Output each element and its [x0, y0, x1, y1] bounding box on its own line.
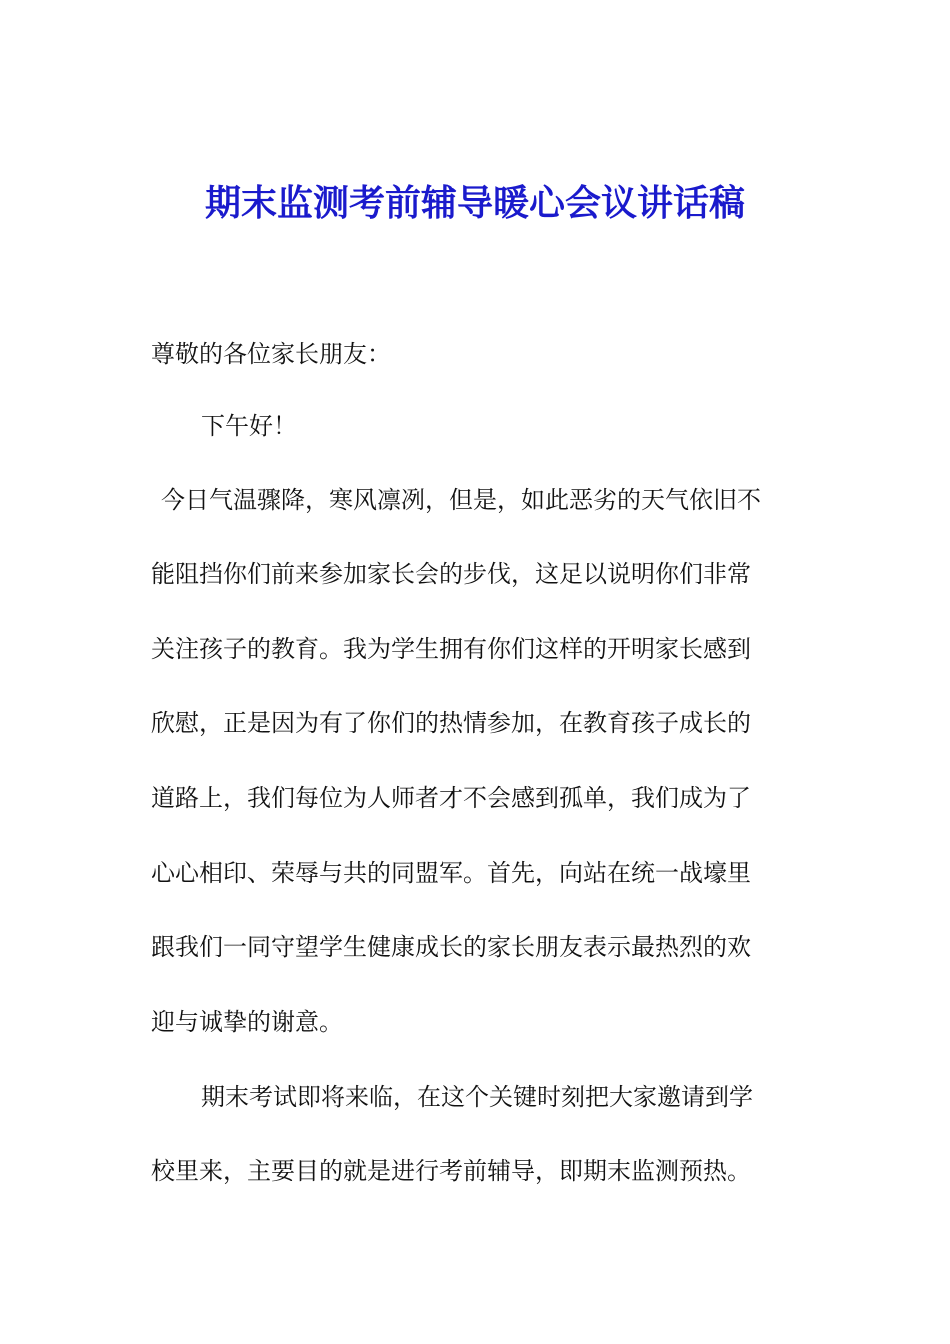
- paragraph-line: 跟我们一同守望学生健康成长的家长朋友表示最热烈的欢: [151, 933, 751, 961]
- greeting-line: 下午好！: [201, 412, 297, 440]
- paragraph-line: 心心相印、荣辱与共的同盟军。首先，向站在统一战壕里: [151, 859, 751, 887]
- paragraph-line: 能阻挡你们前来参加家长会的步伐，这足以说明你们非常: [151, 560, 751, 588]
- paragraph-line: 欣慰，正是因为有了你们的热情参加，在教育孩子成长的: [151, 709, 751, 737]
- document-title: 期末监测考前辅导暖心会议讲话稿: [204, 182, 745, 224]
- paragraph-line: 关注孩子的教育。我为学生拥有你们这样的开明家长感到: [151, 635, 751, 663]
- paragraph-line: 道路上，我们每位为人师者才不会感到孤单，我们成为了: [151, 784, 751, 812]
- paragraph-line: 期末考试即将来临，在这个关键时刻把大家邀请到学: [201, 1083, 753, 1111]
- paragraph-line: 今日气温骤降，寒风凛冽，但是，如此恶劣的天气依旧不: [161, 486, 761, 514]
- paragraph-line: 迎与诚挚的谢意。: [151, 1008, 343, 1036]
- paragraph-line: 校里来，主要目的就是进行考前辅导，即期末监测预热。: [151, 1157, 751, 1185]
- salutation-line: 尊敬的各位家长朋友：: [151, 340, 391, 368]
